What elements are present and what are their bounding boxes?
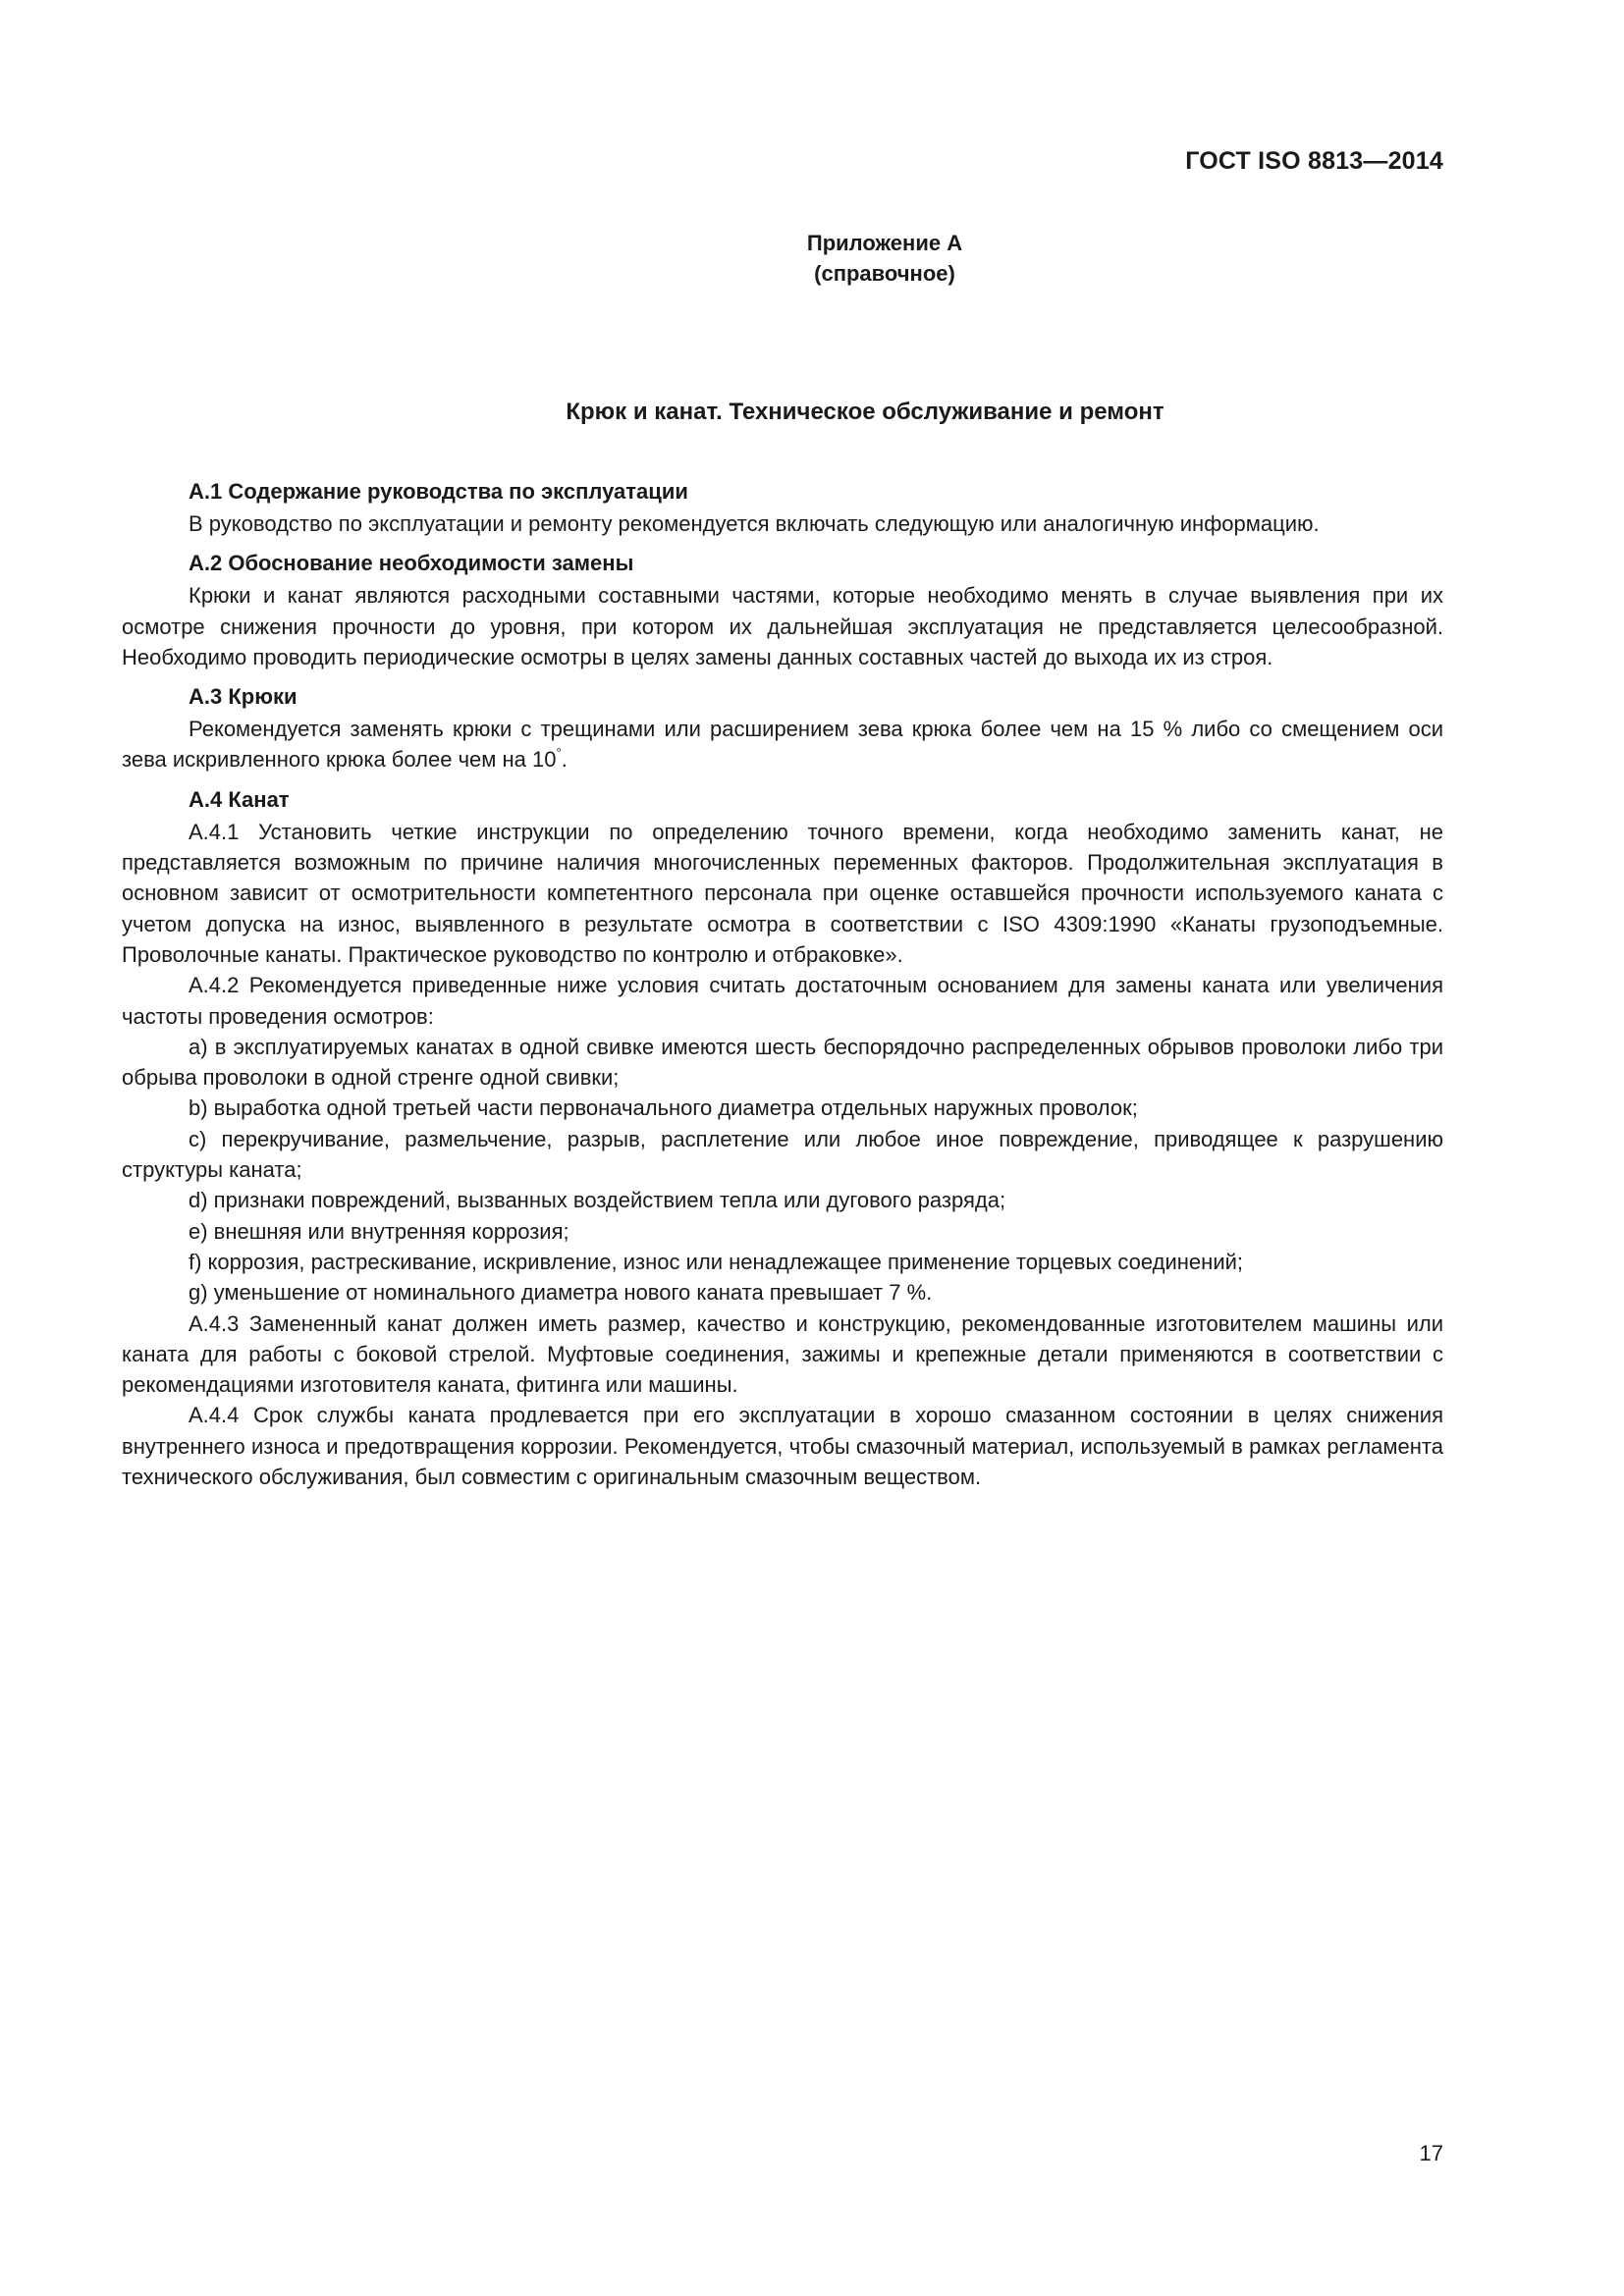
standard-designation: ГОСТ ISO 8813—2014 [1185,147,1443,175]
section-text-a1: В руководство по эксплуатации и ремонту рекомендуется включать следующую или аналогичную информацию. [189,511,1320,536]
list-item-b: b) выработка одной третьей части первоначального диаметра отдельных наружных проволок; [189,1095,1138,1121]
section-heading-a2: А.2 Обоснование необходимости замены [189,551,634,576]
section-heading-a3: А.3 Крюки [189,684,298,710]
section-text-a3-end: . [561,747,568,773]
list-item-a: a) в эксплуатируемых канатах в одной свивке имеются шесть беспорядочно распределенных обрывов проволоки либо три обрыва проволоки в одной стренге одной свивки; [122,1034,1443,1091]
section-text-a2: Крюки и канат являются расходными составными частями, которые необходимо менять в случае выявления при их осмотре снижения прочности до уровня, при котором их дальнейшая эксплуатация не представляется целесообразной. Необходимо проводить периодические осмотры в целях замены данных составных частей до выхода их из строя. [122,583,1443,669]
section-heading-a4: А.4 Канат [189,786,290,812]
page-title-text: Крюк и канат. Техническое обслуживание и ремонт [566,399,1164,425]
appendix-label-block [0,228,1624,289]
page-number: 17 [1419,2141,1443,2165]
document-body [122,475,1443,1492]
section-text-a3 [122,714,1443,775]
paragraph-a4-2: А.4.2 Рекомендуется приведенные ниже условия считать достаточным основанием для замены каната или увеличения частоты проведения осмотров: [122,973,1443,1029]
paragraph-a4-3: А.4.3 Замененный канат должен иметь размер, качество и конструкцию, рекомендованные изготовителем машины или каната для работы с боковой стрелой. Муфтовые соединения, зажимы и крепежные детали применяются в соответствии с рекомендациями изготовителя каната, фитинга или машины. [122,1310,1443,1398]
list-item-f: f) коррозия, растрескивание, искривление, износ или ненадлежащее применение торцевых соединений; [189,1249,1244,1274]
section-heading-a1: А.1 Содержание руководства по эксплуатации [189,479,688,504]
paragraph-a4-1: А.4.1 Установить четкие инструкции по определению точного времени, когда необходимо заменить канат, не представляется возможным по причине наличия многочисленных переменных факторов. Продолжительная эксплуатация в основном зависит от осмотрительности компетентного персонала при оценке оставшейся прочности используемого каната с учетом допуска на износ, выявленного в результате осмотра в соответствии с ISO 4309:1990 «Канаты грузоподъемные. Проволочные канаты. Практическое руководство по контролю и отбраковке». [122,819,1443,967]
section-text-a3-main: Рекомендуется заменять крюки с трещинами или расширением зева крюка более чем на 15 % либо со смещением оси зева искривленного крюка более чем на 10 [122,717,1443,773]
appendix-label: Приложение А [806,231,963,255]
appendix-type: (справочное) [814,261,955,286]
paragraph-a4-4: А.4.4 Срок службы каната продлевается при его эксплуатации в хорошо смазанном состоянии в целях снижения внутреннего износа и предотвращения коррозии. Рекомендуется, чтобы смазочный материал, используемый в рамках регламента технического обслуживания, был совместим с оригинальным смазочным веществом. [122,1403,1443,1490]
degree-symbol: ° [556,745,562,761]
list-item-d: d) признаки повреждений, вызванных воздействием тепла или дугового разряда; [189,1188,1006,1213]
list-item-c: c) перекручивание, размельчение, разрыв, расплетение или любое иное повреждение, приводящее к разрушению структуры каната; [122,1126,1443,1183]
page-title [0,399,1624,426]
list-item-e: e) внешняя или внутренняя коррозия; [189,1218,569,1244]
list-item-g: g) уменьшение от номинального диаметра нового каната превышает 7 %. [189,1280,933,1306]
